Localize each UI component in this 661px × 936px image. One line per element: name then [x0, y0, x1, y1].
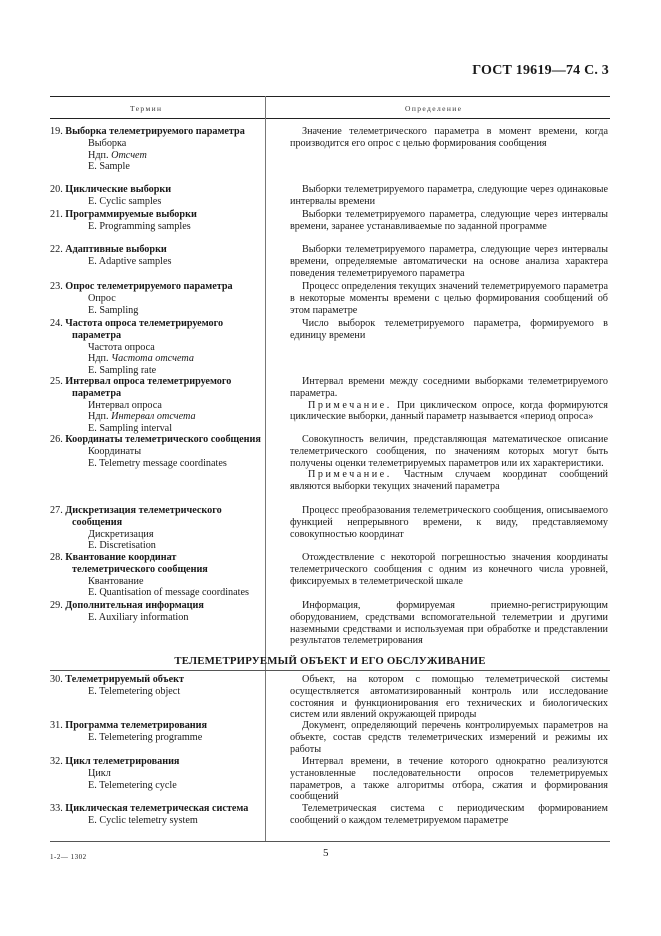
column-header-term: Термин [130, 104, 163, 113]
term-name: Опрос телеметрируемого параметра [65, 281, 233, 292]
definition-cell [290, 126, 608, 150]
term-name: Программируемые выборки [65, 209, 197, 220]
synonym-text: E. Sampling interval [88, 423, 173, 435]
term-name: Дискретизация телеметрического сообщения [65, 505, 222, 528]
term-synonym [50, 529, 262, 541]
term-title [50, 434, 262, 446]
table-bottom-rule [50, 841, 610, 842]
deprecated-term: Отсчет [111, 149, 147, 161]
definition-body: Значение телеметрического параметра в момент времени, когда производится его опрос с целью формирования сообщения [290, 126, 608, 149]
term-name: Циклическая телеметрическая система [65, 803, 249, 814]
definition-cell [290, 318, 608, 342]
synonym-text: E. Telemetering programme [88, 731, 203, 743]
term-name: Программа телеметрирования [65, 720, 208, 731]
definition-body: Документ, определяющий перечень контролируемых параметров на объекте, состав средств телеметрических измерений и режимы их работы [290, 720, 608, 755]
definition-cell [290, 376, 608, 423]
column-divider [265, 96, 266, 841]
definition-text [290, 803, 608, 827]
term-synonym [50, 196, 262, 208]
term-cell [50, 756, 262, 791]
note-label: Примечание. [308, 399, 392, 411]
definition-body: Интервал времени, в течение которого однократно реализуются установленные последовательности опросов телеметрируемых параметров, а также алгоритмы отбора, сжатия и формирования сообщений [290, 756, 608, 803]
definition-text [290, 505, 608, 540]
synonym-text: Дискретизация [88, 528, 154, 540]
term-name: Интервал опроса телеметрируемого параметра [65, 376, 232, 399]
term-cell [50, 803, 262, 827]
definition-text [290, 552, 608, 587]
synonym-text: Квантование [88, 575, 144, 587]
term-title [50, 318, 262, 342]
term-synonym [50, 612, 262, 624]
term-cell [50, 184, 262, 208]
definition-body: Выборки телеметрируемого параметра, следующие через интервалы времени, заранее устанавливаемые по заданной программе [290, 209, 608, 232]
term-number: 28. [50, 552, 63, 563]
term-synonym [50, 221, 262, 233]
definition-text [290, 318, 608, 342]
synonym-text: Ндп. [88, 353, 109, 365]
synonym-text: E. Auxiliary information [88, 611, 189, 623]
term-title [50, 184, 262, 196]
definition-text [290, 244, 608, 279]
definition-text [290, 400, 608, 424]
term-name: Выборка телеметрируемого параметра [65, 126, 245, 137]
section-title: ТЕЛЕМЕТРИРУЕМЫЙ ОБЪЕКТ И ЕГО ОБСЛУЖИВАНИЕ [174, 655, 486, 667]
definition-cell [290, 803, 608, 827]
term-name: Телеметрируемый объект [65, 674, 184, 685]
term-synonym [50, 150, 262, 162]
term-synonym [50, 305, 262, 317]
term-number: 22. [50, 244, 63, 255]
synonym-text: E. Adaptive samples [88, 255, 172, 267]
term-title [50, 674, 262, 686]
term-title [50, 209, 262, 221]
definition-cell [290, 756, 608, 803]
definition-text [290, 184, 608, 208]
synonym-text: E. Telemetering object [88, 685, 181, 697]
term-synonym [50, 587, 262, 599]
term-title [50, 720, 262, 732]
definition-cell [290, 720, 608, 755]
definition-body: Интервал времени между соседними выборками телеметрируемого параметра. [290, 376, 608, 399]
definition-text [290, 469, 608, 493]
term-synonym [50, 161, 262, 173]
definition-cell [290, 505, 608, 540]
definition-cell [290, 552, 608, 587]
term-synonym [50, 732, 262, 744]
definition-body: Процесс определения текущих значений телеметрируемого параметра в некоторые моменты времени с целью формирования сообщений об этом параметре [290, 281, 608, 316]
term-name: Квантование координат телеметрического сообщения [65, 552, 208, 575]
synonym-text: Координаты [88, 445, 142, 457]
term-cell [50, 552, 262, 599]
term-cell [50, 126, 262, 173]
term-title [50, 505, 262, 529]
term-number: 30. [50, 674, 63, 685]
term-title [50, 803, 262, 815]
synonym-text: E. Sampling [88, 304, 139, 316]
term-number: 33. [50, 803, 63, 814]
synonym-text: Ндп. [88, 411, 109, 423]
term-synonym [50, 576, 262, 588]
table-header-rule [50, 118, 610, 119]
definition-cell [290, 281, 608, 316]
synonym-text: E. Cyclic samples [88, 195, 162, 207]
definition-text [290, 674, 608, 721]
term-synonym [50, 342, 262, 354]
column-header-definition: Определение [405, 104, 463, 113]
term-synonym [50, 780, 262, 792]
synonym-text: E. Programming samples [88, 220, 191, 232]
synonym-text: E. Telemetering cycle [88, 779, 177, 791]
term-cell [50, 600, 262, 624]
term-synonym [50, 293, 262, 305]
term-title [50, 756, 262, 768]
definition-body: Выборки телеметрируемого параметра, следующие через интервалы времени, определяемые автоматически на основе анализа характера поведения телеметрируемого параметра [290, 244, 608, 279]
term-cell [50, 281, 262, 316]
synonym-text: Цикл [88, 767, 111, 779]
definition-cell [290, 244, 608, 279]
term-synonym [50, 400, 262, 412]
definition-text [290, 600, 608, 647]
synonym-text: E. Sampling rate [88, 365, 157, 377]
term-title [50, 376, 262, 400]
term-number: 29. [50, 600, 63, 611]
term-synonym [50, 458, 262, 470]
term-synonym [50, 768, 262, 780]
definition-cell [290, 209, 608, 233]
definition-cell [290, 600, 608, 647]
definition-body: Число выборок телеметрируемого параметра, формируемого в единицу времени [290, 318, 608, 341]
synonym-text: E. Telemetry message coordinates [88, 457, 227, 469]
term-name: Дополнительная информация [65, 600, 204, 611]
synonym-text: Частота опроса [88, 341, 155, 353]
term-title [50, 244, 262, 256]
term-synonym [50, 353, 262, 365]
definition-text [290, 434, 608, 469]
term-cell [50, 209, 262, 233]
definition-text [290, 281, 608, 316]
synonym-text: E. Quantisation of message coordinates [88, 587, 249, 599]
term-cell [50, 674, 262, 698]
term-number: 26. [50, 434, 63, 445]
standard-header: ГОСТ 19619—74 С. 3 [472, 63, 609, 78]
term-name: Цикл телеметрирования [65, 756, 180, 767]
term-name: Адаптивные выборки [65, 244, 167, 255]
definition-body: Частным случаем координат сообщений являются выборки текущих значений параметра [290, 469, 609, 493]
definition-body: При циклическом опросе, когда формируются циклические выборки, данный параметр называется «период опроса» [290, 399, 608, 423]
synonym-text: Опрос [88, 292, 116, 304]
definition-cell [290, 674, 608, 721]
page-number: 5 [323, 847, 329, 859]
term-title [50, 126, 262, 138]
term-cell [50, 720, 262, 744]
deprecated-term: Интервал отсчета [111, 411, 196, 423]
definition-text [290, 376, 608, 400]
definition-body: Выборки телеметрируемого параметра, следующие через одинаковые интервалы времени [290, 184, 608, 207]
definition-body: Информация, формируемая приемно-регистрирующим оборудованием, средствами вспомогательной телеметрии и другими наземными средствами и используемая при обработке и представлении результатов телеметрирования [290, 600, 608, 647]
term-cell [50, 244, 262, 268]
term-synonym [50, 411, 262, 423]
synonym-text: E. Cyclic telemetry system [88, 814, 198, 826]
term-cell [50, 376, 262, 435]
definition-text [290, 720, 608, 755]
term-number: 21. [50, 209, 63, 220]
term-name: Координаты телеметрического сообщения [65, 434, 261, 445]
term-synonym [50, 446, 262, 458]
synonym-text: E. Sample [88, 161, 130, 173]
term-number: 23. [50, 281, 63, 292]
definition-text [290, 756, 608, 803]
definition-body: Объект, на котором с помощью телеметрической системы осуществляется автоматизированный контроль или исследование состояния и функционирования его технических и биологических систем или явлений окружающей природы [290, 674, 608, 721]
term-number: 25. [50, 376, 63, 387]
term-number: 19. [50, 126, 63, 137]
term-name: Циклические выборки [65, 184, 172, 195]
print-code: 1-2— 1302 [50, 853, 87, 861]
term-title [50, 552, 262, 576]
synonym-text: Ндп. [88, 149, 109, 161]
term-cell [50, 318, 262, 377]
section-rule [50, 670, 610, 671]
term-synonym [50, 815, 262, 827]
term-number: 32. [50, 756, 63, 767]
term-synonym [50, 686, 262, 698]
term-synonym [50, 540, 262, 552]
term-cell [50, 434, 262, 469]
definition-body: Процесс преобразования телеметрического сообщения, описываемого функцией непрерывного времени, к виду, представляемому совокупностью координат [290, 505, 608, 540]
table-top-rule [50, 96, 610, 97]
term-number: 31. [50, 720, 63, 731]
term-number: 27. [50, 505, 63, 516]
synonym-text: Интервал опроса [88, 399, 162, 411]
term-title [50, 281, 262, 293]
synonym-text: Выборка [88, 137, 127, 149]
definition-text [290, 126, 608, 150]
term-number: 20. [50, 184, 63, 195]
synonym-text: E. Discretisation [88, 540, 156, 552]
term-number: 24. [50, 318, 63, 329]
term-synonym [50, 256, 262, 268]
term-synonym [50, 138, 262, 150]
definition-cell [290, 434, 608, 493]
definition-text [290, 209, 608, 233]
definition-body: Совокупность величин, представляющая математическое описание телеметрического сообщения, по значениям которых могут быть получены оценки телеметрируемых параметров или их характеристики. [290, 434, 608, 469]
term-name: Частота опроса телеметрируемого параметра [65, 318, 224, 341]
definition-body: Отождествление с некоторой погрешностью значения координаты телеметрического сообщения с одним из конечного числа уровней, фиксируемых в телеметрической шкале [290, 552, 608, 587]
note-label: Примечание. [308, 469, 392, 481]
deprecated-term: Частота отсчета [111, 353, 194, 365]
definition-cell [290, 184, 608, 208]
term-cell [50, 505, 262, 552]
definition-body: Телеметрическая система с периодическим формированием сообщений о каждом телеметрируемом параметре [290, 803, 608, 826]
term-title [50, 600, 262, 612]
